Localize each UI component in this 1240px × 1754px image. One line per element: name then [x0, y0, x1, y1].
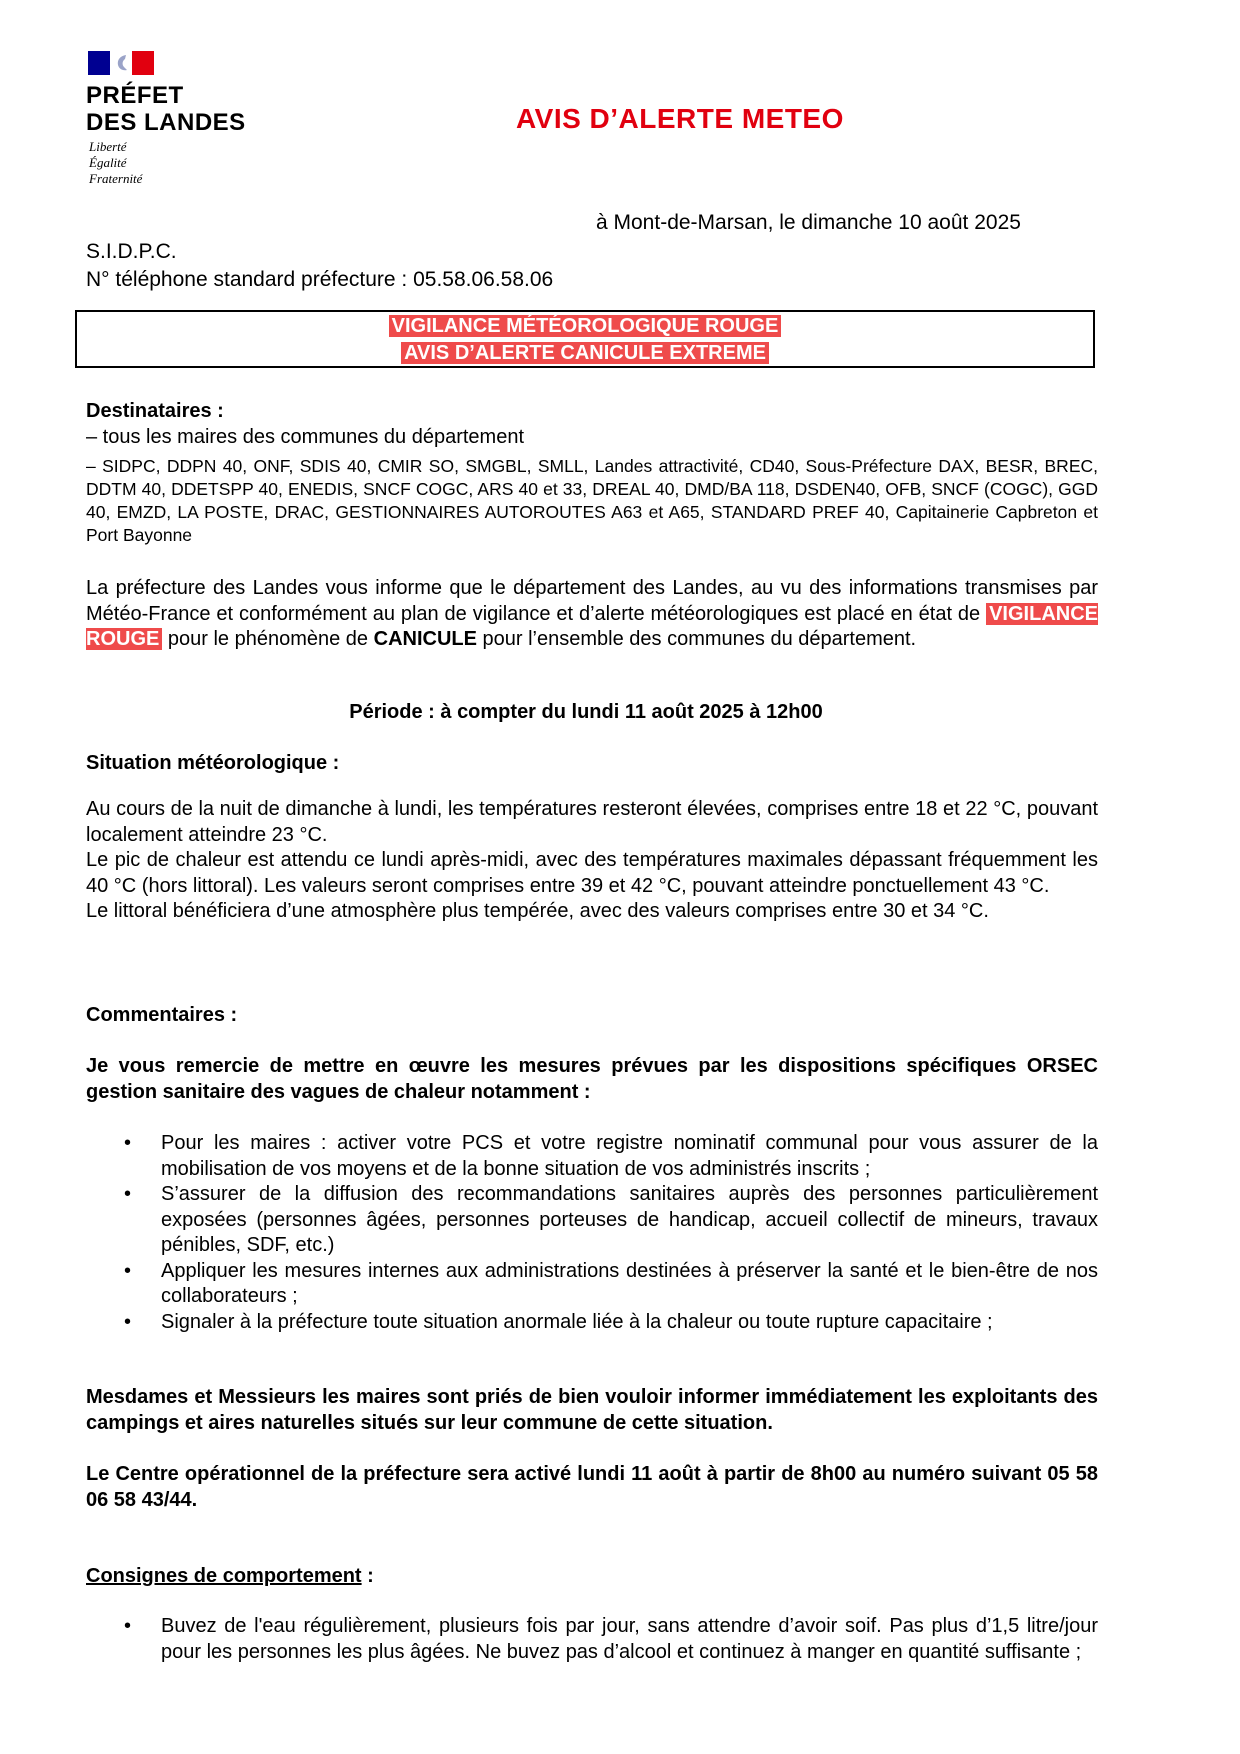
motto-liberte: Liberté — [89, 139, 127, 154]
intro-text-2: pour le phénomène de — [162, 628, 374, 650]
intro-text-1: La préfecture des Landes vous informe que le département des Landes, au vu des informations transmises par Météo-France et conformément au plan de vigilance et d’alerte météorologiques est placé en état de — [86, 577, 1098, 625]
list-item — [86, 1614, 1098, 1665]
phone-line: N° téléphone standard préfecture : 05.58.06.58.06 — [86, 268, 554, 291]
recipients-services: – SIDPC, DDPN 40, ONF, SDIS 40, CMIR SO, SMGBL, SMLL, Landes attractivité, CD40, Sous-Préfecture DAX, BESR, BREC, DDTM 40, DDETSPP 40, ENEDIS, SNCF COGC, ARS 40 et 33, DREAL 40, DMD/BA 118, DSDEN40, OFB, SNCF (COGC), GGD 40, EMZD, LA POSTE, DRAC, GESTIONNAIRES AUTOROUTES A63 et A65, STANDARD PREF 40, Capitainerie Capbreton et Port Bayonne — [86, 456, 1098, 545]
bullet-text: Appliquer les mesures internes aux administrations destinées à préserver la santé et le bien-être de nos collaborateurs ; — [161, 1259, 1098, 1307]
service-name: S.I.D.P.C. — [86, 240, 177, 263]
bullet-icon: • — [124, 1183, 132, 1205]
conduct-bullet-list — [86, 1614, 1098, 1665]
bullet-text: S’assurer de la diffusion des recommandations sanitaires auprès des personnes particulièrement exposées (personnes âgées, personnes porteuses de handicap, accueil collectif de mineurs, travaux pénibles, SDF, etc.) — [161, 1183, 1098, 1256]
motto-fraternite: Fraternité — [89, 171, 143, 186]
prefecture-name-line2: DES LANDES — [86, 109, 246, 136]
intro-text-3: pour l’ensemble des communes du département. — [476, 628, 917, 650]
vigilance-rouge-highlight: VIGILANCE ROUGE — [86, 602, 1098, 650]
conduct-heading — [86, 1564, 374, 1590]
recipients-mayors: – tous les maires des communes du département — [86, 426, 524, 448]
flag-white-band — [110, 51, 132, 75]
bullet-text: Signaler à la préfecture toute situation anormale liée à la chaleur ou toute rupture capacitaire ; — [161, 1310, 993, 1333]
situation-peak: Le pic de chaleur est attendu ce lundi après-midi, avec des températures maximales dépassant fréquemment les 40 °C (hors littoral). Les valeurs seront comprises entre 39 et 42 °C, pouvant atteindre ponctuellement 43 °C. — [86, 849, 1098, 897]
list-item — [86, 1131, 1098, 1182]
bullet-icon: • — [124, 1259, 132, 1282]
list-item — [86, 1182, 1098, 1259]
recipients-heading: Destinataires : — [86, 400, 224, 422]
marianne-flag-logo — [88, 51, 154, 75]
vigilance-line1-wrap — [77, 313, 1093, 340]
situation-text — [86, 797, 1098, 925]
intro-paragraph — [86, 576, 1098, 653]
prefecture-name-line1: PRÉFET — [86, 82, 184, 109]
ops-center-notice: Le Centre opérationnel de la préfecture sera activé lundi 11 août à partir de 8h00 au numéro suivant 05 58 06 58 43/44. — [86, 1463, 1098, 1511]
prefecture-name — [86, 82, 246, 136]
mayors-notice: Mesdames et Messieurs les maires sont priés de bien vouloir informer immédiatement les exploitants des campings et aires naturelles situés sur leur commune de cette situation. — [86, 1386, 1098, 1434]
comments-bullet-list — [86, 1131, 1098, 1335]
bullet-text: Buvez de l'eau régulièrement, plusieurs fois par jour, sans attendre d’avoir soif. Pas plus d’1,5 litre/jour pour les personnes les plus âgées. Ne buvez pas d’alcool et continuez à manger en quantité suffisante ; — [161, 1615, 1098, 1663]
situation-coast: Le littoral bénéficiera d’une atmosphère plus tempérée, avec des valeurs comprises entre 30 et 34 °C. — [86, 900, 989, 922]
vigilance-line2: AVIS D’ALERTE CANICULE EXTREME — [401, 342, 769, 364]
motto-egalite: Égalité — [89, 155, 127, 170]
vigilance-box — [75, 310, 1095, 368]
conduct-heading-text: Consignes de comportement — [86, 1565, 362, 1587]
flag-red-band — [132, 51, 154, 75]
marianne-profile-icon — [110, 51, 132, 75]
document-title: AVIS D’ALERTE METEO — [516, 103, 844, 134]
bullet-icon: • — [124, 1310, 132, 1333]
bullet-icon: • — [124, 1132, 132, 1154]
vigilance-line1: VIGILANCE MÉTÉOROLOGIQUE ROUGE — [389, 315, 782, 337]
situation-night: Au cours de la nuit de dimanche à lundi, les températures resteront élevées, comprises entre 18 et 22 °C, pouvant localement atteindre 23 °C. — [86, 798, 1098, 846]
date-line: à Mont-de-Marsan, le dimanche 10 août 2025 — [596, 211, 1021, 234]
list-item — [86, 1310, 1098, 1336]
flag-blue-band — [88, 51, 110, 75]
republic-motto — [89, 139, 142, 187]
bullet-icon: • — [124, 1615, 132, 1637]
phenomenon-name: CANICULE — [373, 628, 477, 650]
situation-heading: Situation météorologique : — [86, 752, 340, 774]
comments-intro: Je vous remercie de mettre en œuvre les mesures prévues par les dispositions spécifiques ORSEC gestion sanitaire des vagues de chaleur notamment : — [86, 1055, 1098, 1103]
list-item — [86, 1259, 1098, 1310]
period-line: Période : à compter du lundi 11 août 2025 à 12h00 — [349, 701, 823, 723]
conduct-heading-suffix: : — [361, 1565, 374, 1587]
bullet-text: Pour les maires : activer votre PCS et votre registre nominatif communal pour vous assurer de la mobilisation de vos moyens et de la bonne situation de vos administrés inscrits ; — [161, 1132, 1098, 1180]
vigilance-line2-wrap — [77, 340, 1093, 367]
comments-heading: Commentaires : — [86, 1004, 238, 1026]
